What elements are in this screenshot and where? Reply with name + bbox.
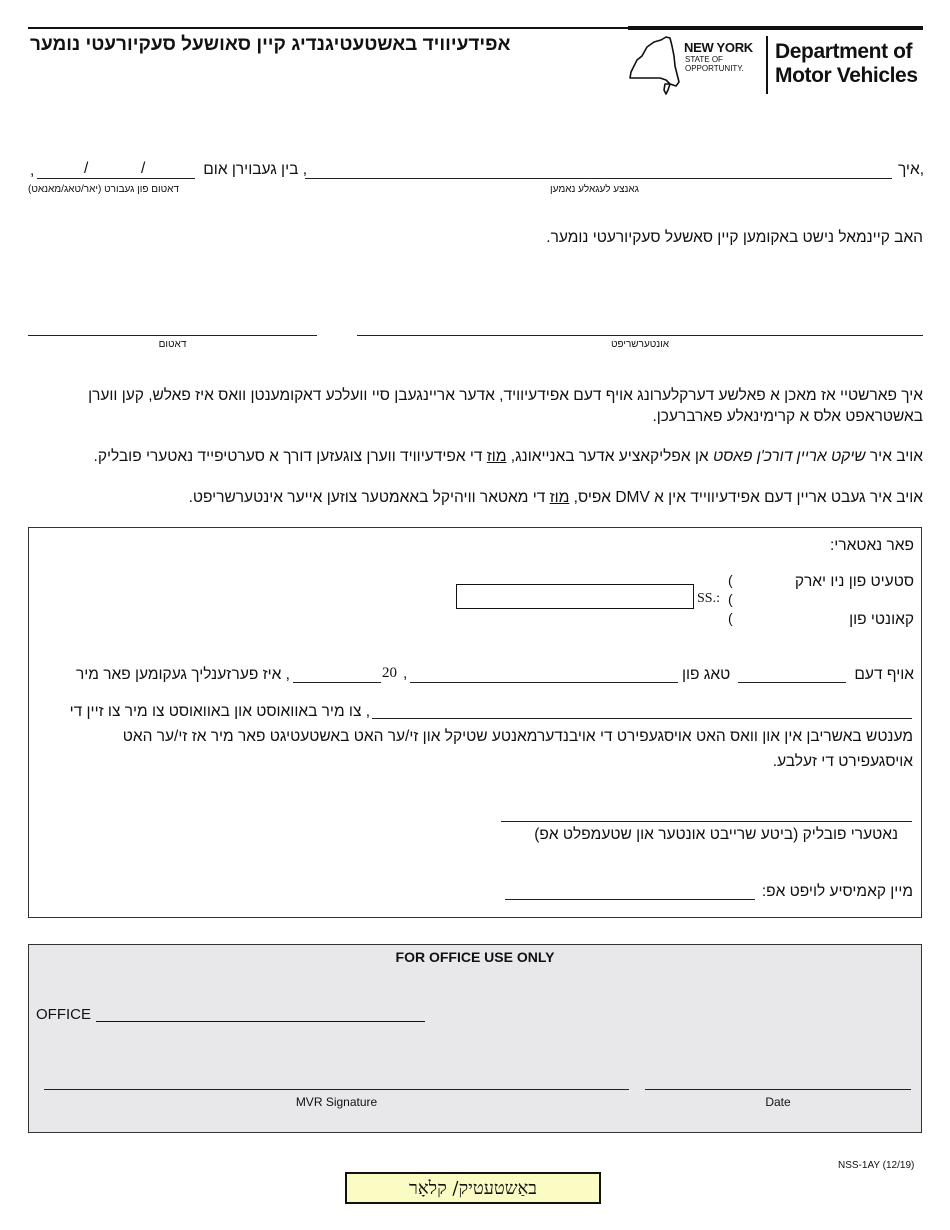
agency-line2: Motor Vehicles (775, 64, 918, 87)
ny-brand-line3: OPPORTUNITY. (685, 64, 744, 73)
commission-expires-field[interactable] (505, 899, 755, 900)
validate-clear-button[interactable]: באַשטעטיק/ קלאָר (345, 1172, 601, 1204)
notary-caption: נאטערי פובליק (ביטע שרייבט אונטער און שטעמפלט אפ) (534, 826, 898, 843)
appeared-label: , איז פערזענליך געקומען פאר מיר (75, 666, 290, 683)
office-field[interactable] (96, 1021, 425, 1022)
date-separator-1: / (84, 160, 89, 177)
top-rule-thick (628, 26, 923, 30)
state-label: סטעיט פון ניו יארק (794, 573, 914, 590)
logo-divider (766, 36, 768, 94)
signature-field[interactable] (357, 335, 923, 336)
mail-in-instruction (43, 448, 923, 466)
in-office-text-1: אויב איר געבט אריין דעם אפידעיווייד אין א DMV אפיס, (573, 489, 923, 506)
full-name-field[interactable] (305, 178, 892, 179)
mail-in-must: מוז (486, 448, 507, 465)
day-field[interactable] (738, 682, 846, 683)
new-york-state-map-icon (628, 34, 684, 96)
notary-body-line1: מענטש באשריבן אין און וואס האט אויסגעפירט די אויבנדערמאנטע שטיקל און זי/ער האט באשטעטיגט פאר מיר אז זי/ער האט (122, 728, 913, 745)
false-statement-warning: איך פארשטיי אז מאכן א פאלשע דערקלערונג אויף דעם אפידעיוויד, אדער אריינגעבן סיי וועלכע דאקומענטן וואס איז פאלש, קען ווערן באשטראפט אלס א קרימינאלע פארברעכן. (88, 387, 923, 425)
mvr-signature-field[interactable] (44, 1089, 629, 1090)
office-date-caption: Date (765, 1095, 791, 1109)
date-caption: דאטום (158, 339, 187, 350)
signature-caption: אונטערשריפט (610, 339, 670, 350)
form-title: אפידעיוויד באשטעטיגנדיג קיין סאושעל סעקיורעטי נומער (30, 34, 511, 55)
known-label: , צו מיר באוואוסט און באוואוסט צו מיר צו זיין די (69, 703, 370, 720)
agency-line1: Department of (775, 40, 913, 63)
office-label: OFFICE (36, 1006, 91, 1023)
in-office-instruction (43, 489, 923, 507)
born-label: , בין געבוירן אום (203, 161, 307, 178)
ss-label: SS.: (697, 591, 720, 606)
in-office-text-2: די מאטאר וויהיקל באאמטער צוזען אייער אינטערשריפט. (188, 489, 546, 506)
dob-caption: דאטום פון געבורט (יאר/טאג/מאנאט) (28, 184, 179, 195)
date-of-birth-field[interactable] (37, 178, 195, 179)
notary-signature-field[interactable] (501, 821, 912, 822)
mail-in-emphasis: שיקט אריין דורכ'ן פאסט (712, 448, 866, 465)
paren-1: ( (728, 572, 733, 588)
mail-in-text-1: אויב איר (869, 448, 923, 465)
date-separator-2: / (141, 160, 146, 177)
month-comma: , (403, 665, 408, 682)
year-prefix: 20 (382, 665, 397, 681)
on-label: אויף דעם (854, 666, 914, 683)
office-use-heading: FOR OFFICE USE ONLY (395, 949, 555, 965)
notary-heading: פאר נאטארי: (829, 537, 914, 554)
mail-in-text-2: אן אפליקאציע אדער באנייאונג, (510, 448, 709, 465)
mvr-signature-caption: MVR Signature (295, 1095, 378, 1109)
paren-3: ( (728, 610, 733, 626)
ny-brand-line2: STATE OF (685, 55, 723, 64)
signature-date-field[interactable] (28, 335, 317, 336)
ss-input[interactable] (456, 584, 694, 609)
agency-name (775, 40, 918, 88)
mail-in-text-3: די אפידעיוויד ווערן צוגעזען דורך א סערטיפייד נאטערי פובליק. (93, 448, 483, 465)
month-field[interactable] (410, 682, 678, 683)
day-of-label: טאג פון (682, 666, 731, 683)
county-label: קאונטי פון (849, 611, 914, 628)
i-label: איך, (897, 161, 924, 178)
paren-2: ( (728, 591, 733, 607)
trailing-comma: , (30, 162, 35, 179)
commission-label: מיין קאמיסיע לויפט אפ: (761, 883, 913, 900)
form-code: NSS-1AY (12/19) (838, 1160, 915, 1171)
notary-body-line2: אויסגעפירט די זעלבע. (772, 753, 913, 770)
appearer-name-field[interactable] (372, 718, 912, 719)
year-field[interactable] (293, 682, 381, 683)
office-date-field[interactable] (645, 1089, 911, 1090)
in-office-must: מוז (549, 489, 570, 506)
no-ssn-statement: האב קיינמאל נישט באקומען קיין סאשעל סעקיורעטי נומער. (546, 229, 923, 246)
ny-brand-line1: NEW YORK (684, 40, 753, 55)
full-name-caption: גאנצע לעגאלע נאמען (550, 184, 639, 195)
